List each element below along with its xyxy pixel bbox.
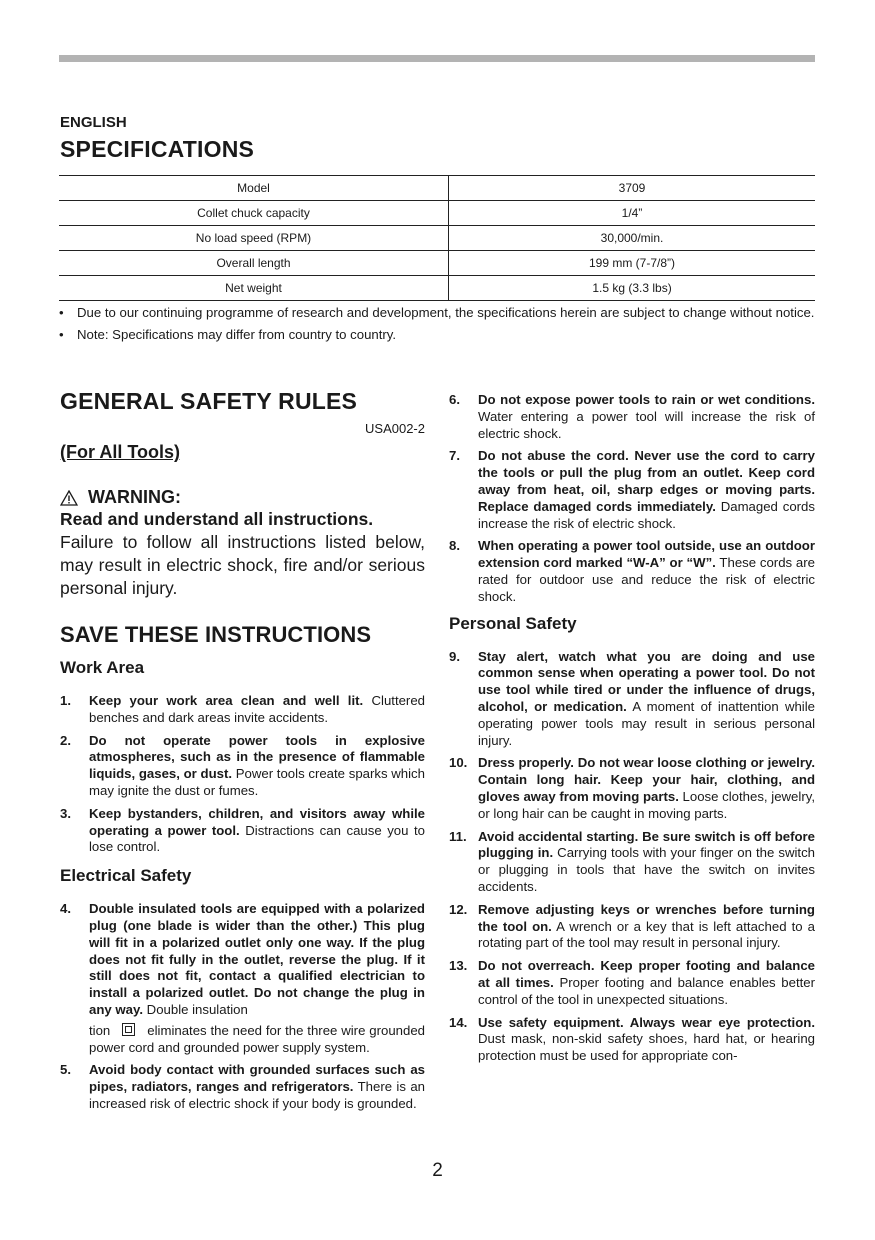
item-text: A moment of inattention while operating power tools may result in serious personal injury.: [478, 698, 815, 748]
list-item: [449, 902, 815, 952]
item-number: 2.: [60, 732, 71, 748]
table-row: [59, 226, 815, 251]
list-item: [449, 649, 815, 750]
item-number: 1.: [60, 693, 71, 708]
item-number: 8.: [449, 538, 460, 554]
item-number: 9.: [449, 648, 460, 664]
spec-value: 30,000/min.: [449, 226, 816, 251]
list-item: [59, 326, 815, 343]
list-item: [449, 829, 815, 896]
item-bold: Avoid body contact with grounded surfaces such as pipes, radiators, ranges and refrigerators.: [89, 1062, 425, 1095]
item-text: Cluttered benches and dark areas invite accidents.: [89, 693, 425, 725]
continuation-start: tion: [89, 1022, 111, 1038]
spec-label: Net weight: [59, 276, 449, 301]
item-number: 10.: [449, 755, 468, 771]
warning-label: WARNING:: [88, 487, 181, 507]
warning-body: Failure to follow all instructions listed below, may result in electric shock, fire and/or serious personal injury.: [60, 532, 425, 598]
right-column: [449, 392, 815, 1071]
item-bold: Remove adjusting keys or wrenches before turning the tool on.: [478, 901, 815, 934]
item-bold: Do not expose power tools to rain or wet conditions.: [478, 392, 815, 407]
list-item: [60, 693, 425, 727]
general-safety-title: GENERAL SAFETY RULES: [60, 388, 358, 414]
warning-heading: [60, 487, 425, 508]
item-number: 5.: [60, 1062, 71, 1078]
personal-safety-heading: Personal Safety: [449, 613, 577, 633]
list-item: [59, 304, 815, 321]
document-code: USA002-2: [365, 421, 425, 436]
note-text: Due to our continuing programme of research and development, the specifications herein are subject to change without notice.: [77, 305, 815, 320]
item-text: A wrench or a key that is left attached to a rotating part of the tool may result in personal injury.: [478, 918, 815, 951]
item-text: There is an increased risk of electric shock if your body is grounded.: [89, 1079, 425, 1111]
item-number: 13.: [449, 958, 468, 974]
item-number: 6.: [449, 392, 460, 407]
item-bold: When operating a power tool outside, use an outdoor extension cord marked “W-A” or “W”.: [478, 538, 815, 571]
item-bold: Stay alert, watch what you are doing and use common sense when operating a power tool. Do not use tool while tired or under the influence of drugs, alcohol, or medication.: [478, 648, 815, 714]
list-item: [449, 538, 815, 605]
item-bold: Dress properly. Do not wear loose clothing or jewelry. Contain long hair. Keep your hair, clothing, and gloves away from moving parts.: [478, 755, 815, 804]
item-bold: Keep your work area clean and well lit.: [89, 693, 364, 708]
item-text: Proper footing and balance enables better control of the tool in unexpected situations.: [478, 974, 815, 1007]
for-all-tools-heading: (For All Tools): [60, 442, 180, 462]
item-bold: Do not operate power tools in explosive atmospheres, such as in the presence of flammable liquids, gases, or dust.: [89, 732, 425, 782]
item-bold: Use safety equipment. Always wear eye protection.: [478, 1014, 815, 1030]
continuation-text: eliminates the need for the three wire grounded power cord and grounded power supply system.: [89, 1022, 425, 1055]
item-bold: Double insulated tools are equipped with a polarized plug (one blade is wider than the other.) This plug will fit in a polarized outlet only one way. If the plug does not fit fully in the outlet, reverse the plug. If it still does not fit, contact a qualified electrician to install a polarized outlet. Do not change the plug in any way.: [89, 901, 425, 1017]
table-row: [59, 276, 815, 301]
specifications-title: SPECIFICATIONS: [60, 136, 255, 162]
item-text: Loose clothes, jewelry, or long hair can be caught in moving parts.: [478, 788, 815, 821]
language-label: ENGLISH: [60, 114, 127, 131]
item-text: Damaged cords increase the risk of electric shock.: [478, 498, 815, 531]
list-item: [449, 392, 815, 442]
item-text: Power tools create sparks which may ignite the dust or fumes.: [89, 766, 425, 798]
list-item: [60, 1062, 425, 1112]
double-insulation-icon: [122, 1023, 135, 1036]
specifications-table: [59, 175, 815, 301]
page-number: 2: [432, 1160, 443, 1181]
table-row: [59, 201, 815, 226]
left-column: [60, 388, 425, 1119]
spec-value: 1.5 kg (3.3 lbs): [449, 276, 816, 301]
spec-notes: [59, 304, 815, 348]
list-item: [449, 448, 815, 532]
save-instructions-title: SAVE THESE INSTRUCTIONS: [60, 622, 372, 647]
item-bold: Avoid accidental starting. Be sure switch is off before plugging in.: [478, 828, 815, 861]
note-text: Note: Specifications may differ from country to country.: [77, 327, 397, 342]
electrical-safety-heading: Electrical Safety: [60, 866, 192, 886]
item-bold: Do not overreach. Keep proper footing and balance at all times.: [478, 958, 815, 990]
list-item: [60, 733, 425, 800]
list-item: [60, 806, 425, 856]
spec-label: Overall length: [59, 251, 449, 276]
bullet-icon: •: [59, 327, 64, 342]
spec-value: 1/4”: [449, 201, 816, 226]
warning-bold: Read and understand all instructions.: [60, 509, 374, 529]
item-number: 7.: [449, 448, 460, 464]
list-item: [449, 755, 815, 822]
item-text: Dust mask, non-skid safety shoes, hard hat, or hearing protection must be used for appropriate con-: [478, 1031, 815, 1064]
item-number: 4.: [60, 901, 71, 917]
spec-label: Model: [59, 176, 449, 201]
spec-value: 199 mm (7-7/8”): [449, 251, 816, 276]
item-text: Double insulation: [143, 1001, 248, 1017]
item-continuation: [60, 1023, 425, 1057]
spec-label: No load speed (RPM): [59, 226, 449, 251]
item-text: Distractions can cause you to lose control.: [89, 822, 425, 855]
table-row: [59, 176, 815, 201]
list-item: [449, 958, 815, 1008]
item-text: These cords are rated for outdoor use and reduce the risk of electric shock.: [478, 555, 815, 604]
spec-value: 3709: [449, 176, 816, 201]
work-area-heading: Work Area: [60, 658, 145, 677]
item-number: 11.: [449, 828, 467, 844]
item-text: Carrying tools with your finger on the switch or plugging in tools that have the switch on invites accidents.: [478, 845, 815, 894]
warning-text: [60, 508, 425, 600]
item-bold: Do not abuse the cord. Never use the cord to carry the tools or pull the plug from an outlet. Keep cord away from heat, oil, sharp edges or moving parts. Replace damaged cords immediately.: [478, 448, 815, 514]
top-rule: [59, 55, 815, 62]
item-number: 3.: [60, 805, 71, 821]
list-item: [449, 1015, 815, 1065]
table-row: [59, 251, 815, 276]
item-bold: Keep bystanders, children, and visitors away while operating a power tool.: [89, 805, 425, 838]
item-number: 12.: [449, 901, 468, 917]
spec-label: Collet chuck capacity: [59, 201, 449, 226]
bullet-icon: •: [59, 305, 64, 320]
list-item: [60, 901, 425, 1019]
item-number: 14.: [449, 1014, 468, 1030]
item-text: Water entering a power tool will increase the risk of electric shock.: [478, 408, 815, 441]
warning-triangle-icon: [60, 490, 78, 506]
